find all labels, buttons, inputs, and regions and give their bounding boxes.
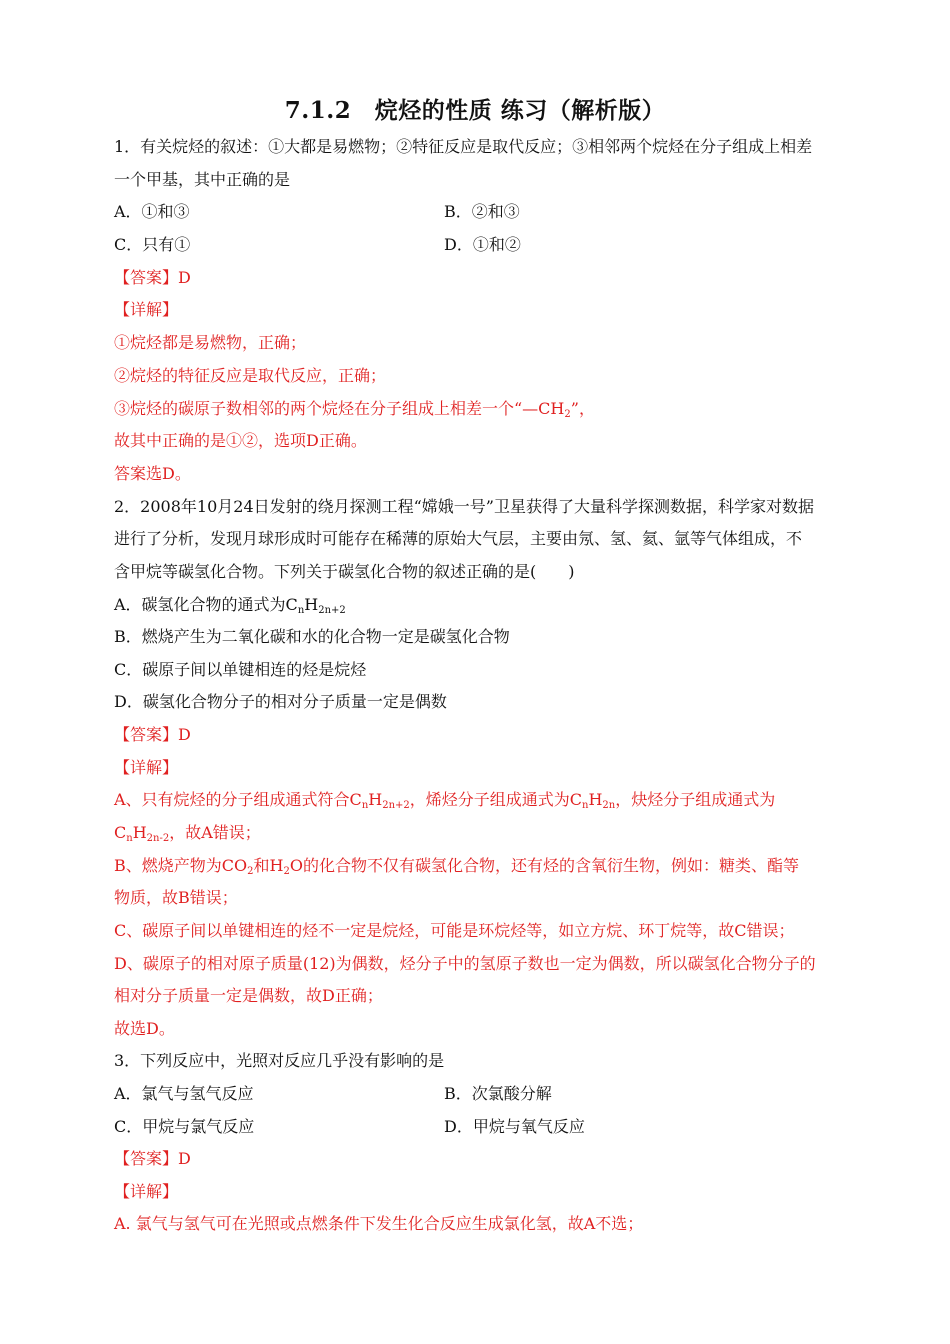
q1-option-c: C．只有① — [114, 235, 191, 254]
q2-ea-sub-3: n — [582, 800, 589, 811]
q1-stem-line-1: 1．有关烷烃的叙述：①大都是易燃物；②特征反应是取代反应；③相邻两个烷烃在分子组成上相差 — [114, 137, 813, 156]
q2-option-a-text: A．碳氢化合物的通式为C — [114, 595, 298, 614]
q1-detail-heading: 【详解】 — [114, 300, 179, 319]
q1-explain-3 — [114, 399, 844, 419]
q2-answer: 【答案】D — [114, 725, 191, 744]
q2-option-c: C．碳原子间以单键相连的烃是烷烃 — [114, 660, 367, 679]
q2-ea-text-5: ，炔烃分子组成通式为 — [615, 790, 776, 809]
q2-option-a-sub-2: 2n+2 — [318, 605, 346, 616]
q3-explain-a: A. 氯气与氢气可在光照或点燃条件下发生化合反应生成氯化氢，故A不选； — [114, 1214, 644, 1233]
q3-option-c: C．甲烷与氯气反应 — [114, 1117, 255, 1136]
q3-option-b: B．次氯酸分解 — [444, 1084, 552, 1103]
q2-ea-text-4: H — [588, 790, 603, 809]
q1-answer: 【答案】D — [114, 268, 191, 287]
q2-ea-text-1: A、只有烷烃的分子组成通式符合C — [114, 790, 362, 809]
q2-ea-sub-2: 2n+2 — [382, 800, 410, 811]
q2-eb-text-3: O的化合物不仅有碳氢化合物，还有烃的含氧衍生物，例如：糖类、酯等 — [289, 856, 799, 875]
q3-detail-heading: 【详解】 — [114, 1182, 179, 1201]
page-title: 7.1.2 烷烃的性质 练习（解析版） — [284, 97, 666, 124]
q2-option-b: B．燃烧产生为二氧化碳和水的化合物一定是碳氢化合物 — [114, 627, 510, 646]
q3-option-d: D．甲烷与氧气反应 — [444, 1117, 585, 1136]
q2-ea2-sub-2: 2n-2 — [146, 833, 170, 844]
q2-explain-b-line-1 — [114, 856, 844, 876]
q2-ea-sub-4: 2n — [602, 800, 616, 811]
q1-explain-1: ①烷烃都是易燃物，正确； — [114, 333, 307, 352]
q1-option-a: A．①和③ — [114, 202, 190, 221]
q1-explain-3-text-a: ③烷烃的碳原子数相邻的两个烷烃在分子组成上相差一个“—CH — [114, 399, 565, 418]
q2-option-a — [114, 595, 844, 615]
q2-ea2-text-1: C — [114, 823, 127, 842]
q2-option-a-sub-1: n — [297, 605, 305, 616]
q2-ea2-text-3: ，故A错误； — [169, 823, 261, 842]
q1-explain-3-text-b: ”， — [570, 399, 595, 418]
q2-explain-d-line-1: D、碳原子的相对原子质量(12)为偶数，烃分子中的氢原子数也一定为偶数，所以碳氢化合物分子的 — [114, 954, 816, 973]
q1-explain-2: ②烷烃的特征反应是取代反应，正确； — [114, 366, 387, 385]
q2-option-d: D．碳氢化合物分子的相对分子质量一定是偶数 — [114, 692, 447, 711]
q1-explain-5: 答案选D。 — [114, 464, 191, 483]
q3-stem: 3．下列反应中，光照对反应几乎没有影响的是 — [114, 1051, 445, 1070]
q2-explain-a-line-2 — [114, 823, 844, 843]
q2-stem-line-1: 2．2008年10月24日发射的绕月探测工程“嫦娥一号”卫星获得了大量科学探测数据，科学家对数据 — [114, 497, 814, 516]
q2-ea-text-3: ，烯烃分子组成通式为C — [409, 790, 583, 809]
q1-explain-4: 故其中正确的是①②，选项D正确。 — [114, 431, 367, 450]
q2-ea2-sub-1: n — [126, 833, 133, 844]
q3-answer: 【答案】D — [114, 1149, 191, 1168]
q2-explain-a-line-1 — [114, 790, 844, 810]
q2-stem-line-3: 含甲烷等碳氢化合物。下列关于碳氢化合物的叙述正确的是( ) — [114, 562, 575, 581]
q2-explain-c: C、碳原子间以单键相连的烃不一定是烷烃，可能是环烷烃等，如立方烷、环丁烷等，故C错误； — [114, 921, 795, 940]
q2-explain-b-line-2: 物质，故B错误； — [114, 888, 238, 907]
q2-conclusion: 故选D。 — [114, 1019, 175, 1038]
q1-explain-3-sub: 2 — [564, 409, 571, 420]
q2-stem-line-2: 进行了分析，发现月球形成时可能存在稀薄的原始大气层，主要由氖、氢、氦、氩等气体组成，不 — [114, 529, 803, 548]
q1-option-b: B．②和③ — [444, 202, 520, 221]
q3-option-a: A．氯气与氢气反应 — [114, 1084, 254, 1103]
q2-detail-heading: 【详解】 — [114, 758, 179, 777]
q2-eb-text-2: 和H — [253, 856, 284, 875]
q1-stem-line-2: 一个甲基，其中正确的是 — [114, 170, 291, 189]
q2-eb-sub-1: 2 — [247, 866, 254, 877]
q2-eb-text-1: B、燃烧产物为CO — [114, 856, 248, 875]
q2-ea-text-2: H — [368, 790, 383, 809]
q2-ea-sub-1: n — [361, 800, 369, 811]
q2-option-a-h: H — [304, 595, 319, 614]
q2-ea2-text-2: H — [132, 823, 147, 842]
q2-explain-d-line-2: 相对分子质量一定是偶数，故D正确； — [114, 986, 383, 1005]
q2-eb-sub-2: 2 — [283, 866, 290, 877]
q1-option-d: D．①和② — [444, 235, 521, 254]
